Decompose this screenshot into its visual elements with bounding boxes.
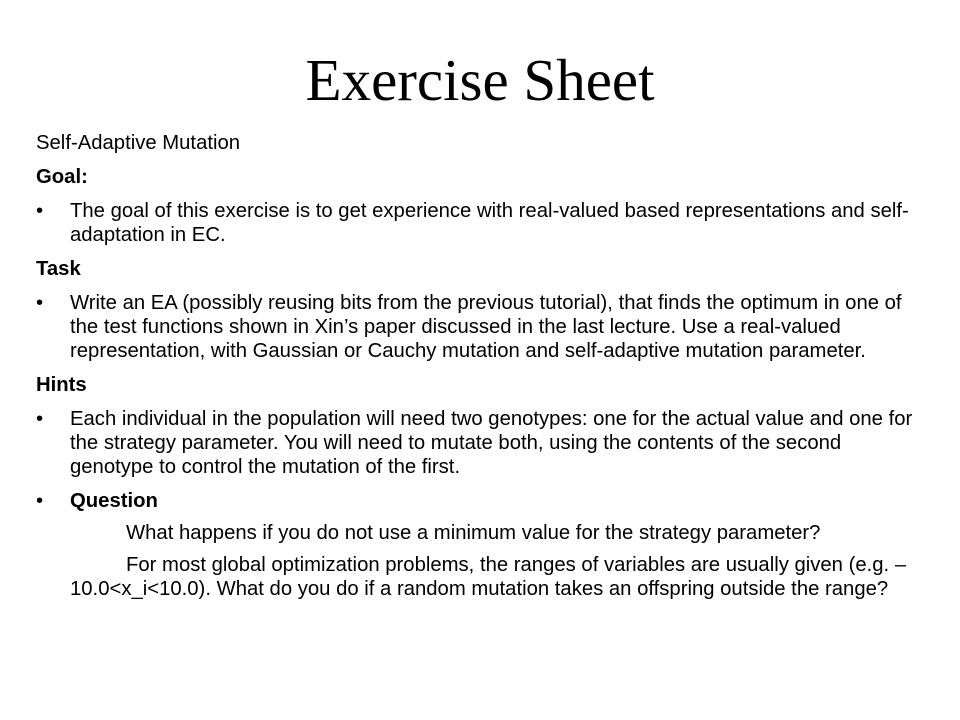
question-text-2: For most global optimization problems, the ranges of variables are usually given (e.g. –10.0<x_i<10.0). What do you do if a random mutation takes an offspring outside the range?	[70, 554, 907, 600]
bullet-icon: •	[36, 200, 44, 222]
bullet-icon: •	[36, 490, 44, 512]
question-label: Question	[70, 490, 158, 512]
bullet-icon: •	[36, 292, 44, 314]
question-item-1	[36, 521, 916, 545]
task-heading: Task	[36, 258, 81, 280]
question-bullet	[36, 489, 916, 513]
hints-text: Each individual in the population will need two genotypes: one for the actual value and one for the strategy parameter. You will need to mutate both, using the contents of the second genotype to control the mutation of the first.	[70, 408, 913, 478]
goal-heading: Goal:	[36, 166, 88, 188]
task-bullet	[36, 291, 916, 363]
task-text: Write an EA (possibly reusing bits from the previous tutorial), that finds the optimum in one of the test functions shown in Xin’s paper discussed in the last lecture. Use a real-valued representation, with Gaussian or Cauchy mutation and self-adaptive mutation parameter.	[70, 292, 902, 362]
subtitle: Self-Adaptive Mutation	[36, 132, 241, 154]
goal-text: The goal of this exercise is to get experience with real-valued based representations and self-adaptation in EC.	[70, 200, 909, 246]
question-text-1: What happens if you do not use a minimum value for the strategy parameter?	[126, 522, 821, 544]
slide-body	[36, 131, 916, 609]
hints-heading: Hints	[36, 374, 87, 396]
page-title: Exercise Sheet	[305, 47, 655, 113]
bullet-icon: •	[36, 408, 44, 430]
question-item-2	[36, 553, 916, 601]
hints-bullet	[36, 407, 916, 479]
goal-bullet	[36, 199, 916, 247]
